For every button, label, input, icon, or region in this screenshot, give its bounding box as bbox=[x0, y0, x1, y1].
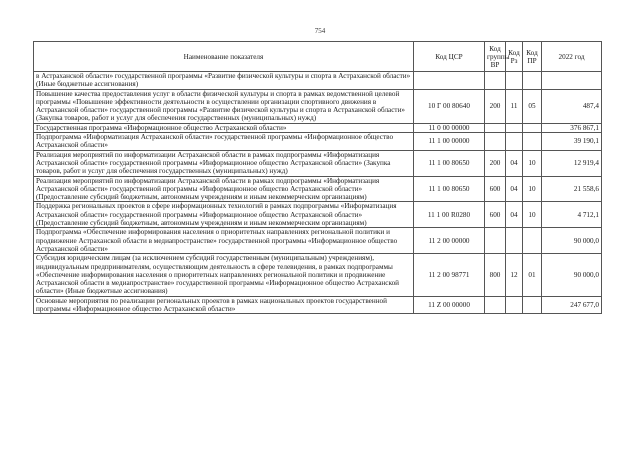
row-rz: 04 bbox=[506, 176, 523, 202]
row-vr bbox=[485, 228, 506, 254]
row-csr: 11 1 00 80650 bbox=[414, 176, 485, 202]
row-csr: 11 2 00 98771 bbox=[414, 254, 485, 296]
row-vr: 600 bbox=[485, 202, 506, 228]
header-csr: Код ЦСР bbox=[414, 42, 485, 72]
row-pr: 05 bbox=[523, 89, 542, 123]
table-row bbox=[34, 176, 602, 202]
row-sum: 21 558,6 bbox=[542, 176, 602, 202]
row-pr: 10 bbox=[523, 150, 542, 176]
row-rz: 12 bbox=[506, 254, 523, 296]
row-csr bbox=[414, 72, 485, 90]
row-name: Подпрограмма «Обеспечение информирования населения о приоритетных направлениях региональной политики и продвижение Астраханской области в медиапространстве» государственной программы «Информационное общество Астраханской области» bbox=[34, 228, 414, 254]
row-rz: 04 bbox=[506, 202, 523, 228]
row-sum: 39 190,1 bbox=[542, 133, 602, 151]
row-csr: 11 1 00 R0280 bbox=[414, 202, 485, 228]
table-row bbox=[34, 296, 602, 314]
row-rz bbox=[506, 133, 523, 151]
row-rz bbox=[506, 296, 523, 314]
row-name: Государственная программа «Информационное общество Астраханской области» bbox=[34, 123, 414, 132]
table-row bbox=[34, 228, 602, 254]
header-rz: Код Рз bbox=[506, 42, 523, 72]
row-csr: 11 0 00 00000 bbox=[414, 123, 485, 132]
row-name: Основные мероприятия по реализации региональных проектов в рамках национальных проектов государственной программы «Информационное общество Астраханской области» bbox=[34, 296, 414, 314]
row-pr bbox=[523, 296, 542, 314]
row-name: Реализация мероприятий по информатизации Астраханской области в рамках подпрограммы «Информатизация Астраханской области» государственной программы «Информационное общество Астраханской области» (Закупка товаров, работ и услуг для обеспечения государственных (муниципальных) нужд) bbox=[34, 150, 414, 176]
row-vr bbox=[485, 133, 506, 151]
row-csr: 11 1 00 80650 bbox=[414, 150, 485, 176]
header-sum: 2022 год bbox=[542, 42, 602, 72]
row-csr: 11 Z 00 00000 bbox=[414, 296, 485, 314]
table-row bbox=[34, 202, 602, 228]
budget-table bbox=[33, 41, 602, 314]
row-sum: 487,4 bbox=[542, 89, 602, 123]
row-vr bbox=[485, 296, 506, 314]
row-pr bbox=[523, 133, 542, 151]
table-row bbox=[34, 123, 602, 132]
row-rz bbox=[506, 72, 523, 90]
row-rz bbox=[506, 228, 523, 254]
table-row bbox=[34, 254, 602, 296]
row-vr: 200 bbox=[485, 150, 506, 176]
row-sum: 90 000,0 bbox=[542, 254, 602, 296]
table-row bbox=[34, 89, 602, 123]
row-pr: 10 bbox=[523, 176, 542, 202]
row-vr bbox=[485, 72, 506, 90]
row-name: Поддержка региональных проектов в сфере информационных технологий в рамках подпрограммы «Информатизация Астраханской области» государственной программы «Информационное общество Астраханской области» (Предоставление субсидий бюджетным, автономным учреждениям и иным некоммерческим организациям) bbox=[34, 202, 414, 228]
row-name: в Астраханской области» государственной программы «Развитие физической культуры и спорта в Астраханской области» (Иные бюджетные ассигнования) bbox=[34, 72, 414, 90]
row-sum bbox=[542, 72, 602, 90]
row-name: Повышение качества предоставления услуг в области физической культуры и спорта в рамках ведомственной целевой программы «Повышение эффективности деятельности в осуществлении организации спортивного движения в Астраханской области» государственной программы «Развитие физической культуры и спорта в Астраханской области» (Закупка товаров, работ и услуг для обеспечения государственных (муниципальных) нужд) bbox=[34, 89, 414, 123]
header-pr: Код ПР bbox=[523, 42, 542, 72]
row-pr bbox=[523, 72, 542, 90]
header-name: Наименование показателя bbox=[34, 42, 414, 72]
row-name: Реализация мероприятий по информатизации Астраханской области в рамках подпрограммы «Информатизация Астраханской области» государственной программы «Информационное общество Астраханской области» (Предоставление субсидий бюджетным, автономным учреждениям и иным некоммерческим организациям) bbox=[34, 176, 414, 202]
table-row bbox=[34, 133, 602, 151]
page-number: 754 bbox=[314, 27, 326, 35]
row-sum: 90 000,0 bbox=[542, 228, 602, 254]
row-vr bbox=[485, 123, 506, 132]
row-sum: 247 677,0 bbox=[542, 296, 602, 314]
row-pr: 01 bbox=[523, 254, 542, 296]
row-pr: 10 bbox=[523, 202, 542, 228]
row-sum: 4 712,1 bbox=[542, 202, 602, 228]
table-row bbox=[34, 150, 602, 176]
row-vr: 600 bbox=[485, 176, 506, 202]
row-name: Субсидия юридическим лицам (за исключением субсидий государственным (муниципальным) учреждениям), индивидуальным предпринимателям, осуществляющим деятельность в сфере телевидения, в рамках подпрограммы «Обеспечение информирования населения о приоритетных направлениях региональной политики и продвижение Астраханской области в медиапространстве» государственной программы «Информационное общество Астраханской области» (Иные бюджетные ассигнования) bbox=[34, 254, 414, 296]
header-vr: Код группы ВР bbox=[485, 42, 506, 72]
row-pr bbox=[523, 228, 542, 254]
row-csr: 10 Г 00 80640 bbox=[414, 89, 485, 123]
table-header-row bbox=[34, 42, 602, 72]
row-rz bbox=[506, 123, 523, 132]
row-sum: 376 867,1 bbox=[542, 123, 602, 132]
row-csr: 11 1 00 00000 bbox=[414, 133, 485, 151]
row-vr: 200 bbox=[485, 89, 506, 123]
row-name: Подпрограмма «Информатизация Астраханской области» государственной программы «Информационное общество Астраханской области» bbox=[34, 133, 414, 151]
row-pr bbox=[523, 123, 542, 132]
row-sum: 12 919,4 bbox=[542, 150, 602, 176]
table-row bbox=[34, 72, 602, 90]
row-rz: 04 bbox=[506, 150, 523, 176]
row-vr: 800 bbox=[485, 254, 506, 296]
row-csr: 11 2 00 00000 bbox=[414, 228, 485, 254]
row-rz: 11 bbox=[506, 89, 523, 123]
